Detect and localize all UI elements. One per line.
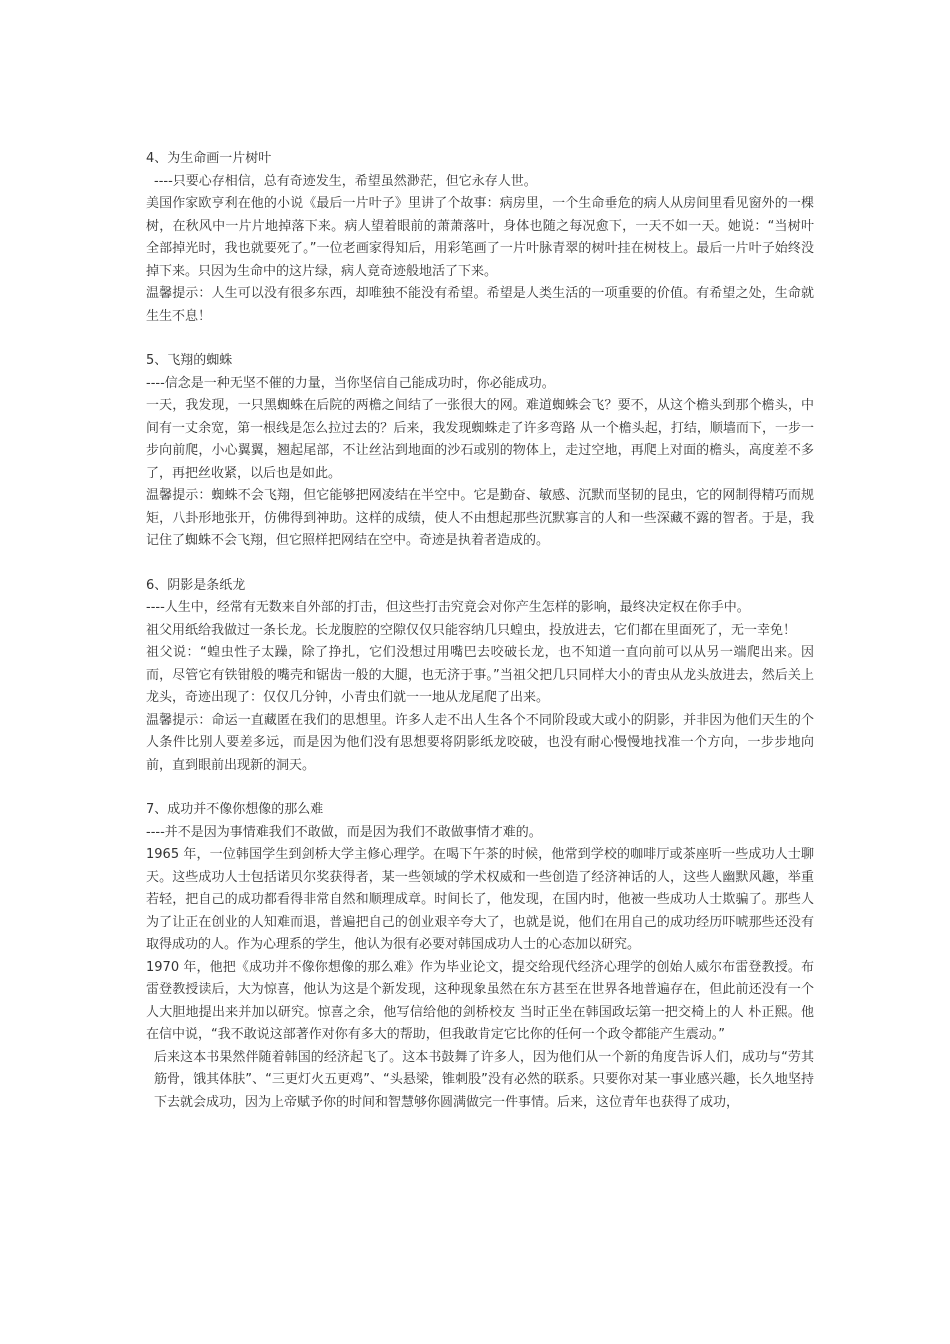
section-tip: 温馨提示：人生可以没有很多东西，却唯独不能没有希望。希望是人类生活的一项重要的价值。有希望之处，生命就生生不息！ [146, 286, 814, 324]
section-title: 7、成功并不像你想像的那么难 [146, 802, 324, 817]
section-paragraph: 祖父用纸给我做过一条长龙。长龙腹腔的空隙仅仅只能容纳几只蝗虫，投放进去，它们都在里面死了，无一幸免！ [146, 622, 797, 638]
section-4 [146, 148, 814, 328]
section-paragraph: 1965 年，一位韩国学生到剑桥大学主修心理学。在喝下午茶的时候，他常到学校的咖啡厅或茶座听一些成功人士聊天。这些成功人士包括诺贝尔奖获得者，某一些领域的学术权威和一些创造了经济神话的人，这些人幽默风趣，举重若轻，把自己的成功都看得非常自然和顺理成章。时间长了，他发现，在国内时，他被一些成功人士欺骗了。那些人为了让正在创业的人知难而退，普遍把自己的创业艰辛夸大了，也就是说，他们在用自己的成功经历吓唬那些还没有取得成功的人。作为心理系的学生，他认为很有必要对韩国成功人士的心态加以研究。 [146, 847, 814, 952]
section-paragraph: 祖父说：“蝗虫性子太躁，除了挣扎，它们没想过用嘴巴去咬破长龙，也不知道一直向前可以从另一端爬出来。因而，尽管它有铁钳般的嘴壳和锯齿一般的大腿，也无济于事。”当祖父把几只同样大小的青虫从龙头放进去，然后关上龙头，奇迹出现了：仅仅几分钟，小青虫们就一一地从龙尾爬了出来。 [146, 645, 814, 705]
section-paragraph: 后来这本书果然伴随着韩国的经济起飞了。这本书鼓舞了许多人，因为他们从一个新的角度告诉人们，成功与“劳其筋骨，饿其体肤”、“三更灯火五更鸡”、“头悬梁，锥刺股”没有必然的联系。只要你对某一事业感兴趣，长久地坚持下去就会成功，因为上帝赋予你的时间和智慧够你圆满做完一件事情。后来，这位青年也获得了成功， [154, 1049, 814, 1110]
section-title: 4、为生命画一片树叶 [146, 151, 272, 166]
document-page [146, 148, 814, 1136]
section-tip: 温馨提示：命运一直藏匿在我们的思想里。许多人走不出人生各个不同阶段或大或小的阴影，并非因为他们天生的个人条件比别人要差多远，而是因为他们没有思想要将阴影纸龙咬破，也没有耐心慢慢地找准一个方向，一步步地向前，直到眼前出现新的洞天。 [146, 712, 814, 773]
section-paragraph: 美国作家欧亨利在他的小说《最后一片叶子》里讲了个故事：病房里，一个生命垂危的病人从房间里看见窗外的一棵树，在秋风中一片片地掉落下来。病人望着眼前的萧萧落叶，身体也随之每况愈下，一天不如一天。她说：“当树叶全部掉光时，我也就要死了。”一位老画家得知后，用彩笔画了一片叶脉青翠的树叶挂在树枝上。最后一片叶子始终没掉下来。只因为生命中的这片绿，病人竟奇迹般地活了下来。 [146, 196, 814, 279]
section-paragraph: 一天，我发现，一只黑蜘蛛在后院的两檐之间结了一张很大的网。难道蜘蛛会飞？要不，从这个檐头到那个檐头，中间有一丈余宽，第一根线是怎么拉过去的？后来，我发现蜘蛛走了许多弯路 从一个檐头起，打结，顺墙而下，一步一步向前爬，小心翼翼，翘起尾部，不让丝沾到地面的沙石或别的物体上，走过空地，再爬上对面的檐头，高度差不多了，再把丝收紧，以后也是如此。 [146, 398, 814, 481]
section-paragraph: 1970 年，他把《成功并不像你想像的那么难》作为毕业论文，提交给现代经济心理学的创始人威尔布雷登教授。布雷登教授读后，大为惊喜，他认为这是个新发现，这种现象虽然在东方甚至在世界各地普遍存在，但此前还没有一个人大胆地提出来并加以研究。惊喜之余，他写信给他的剑桥校友 当时正坐在韩国政坛第一把交椅上的人 朴正熙。他在信中说，“我不敢说这部著作对你有多大的帮助，但我敢肯定它比你的任何一个政令都能产生震动。” [146, 959, 814, 1042]
section-6 [146, 575, 814, 778]
section-title: 5、飞翔的蜘蛛 [146, 353, 233, 368]
section-5 [146, 350, 814, 553]
section-motto: ----人生中，经常有无数来自外部的打击，但这些打击究竟会对你产生怎样的影响，最终决定权在你手中。 [146, 600, 750, 615]
section-motto: ----并不是因为事情难我们不敢做，而是因为我们不敢做事情才难的。 [146, 824, 542, 840]
section-motto: ----只要心存相信，总有奇迹发生，希望虽然渺茫，但它永存人世。 [154, 173, 537, 189]
section-title: 6、阴影是条纸龙 [146, 577, 246, 593]
section-motto: ----信念是一种无坚不催的力量，当你坚信自己能成功时，你必能成功。 [146, 375, 555, 391]
section-7 [146, 799, 814, 1114]
section-tip: 温馨提示：蜘蛛不会飞翔，但它能够把网凌结在半空中。它是勤奋、敏感、沉默而坚韧的昆虫，它的网制得精巧而规矩，八卦形地张开，仿佛得到神助。这样的成绩，使人不由想起那些沉默寡言的人和一些深藏不露的智者。于是，我记住了蜘蛛不会飞翔，但它照样把网结在空中。奇迹是执着者造成的。 [146, 488, 814, 548]
